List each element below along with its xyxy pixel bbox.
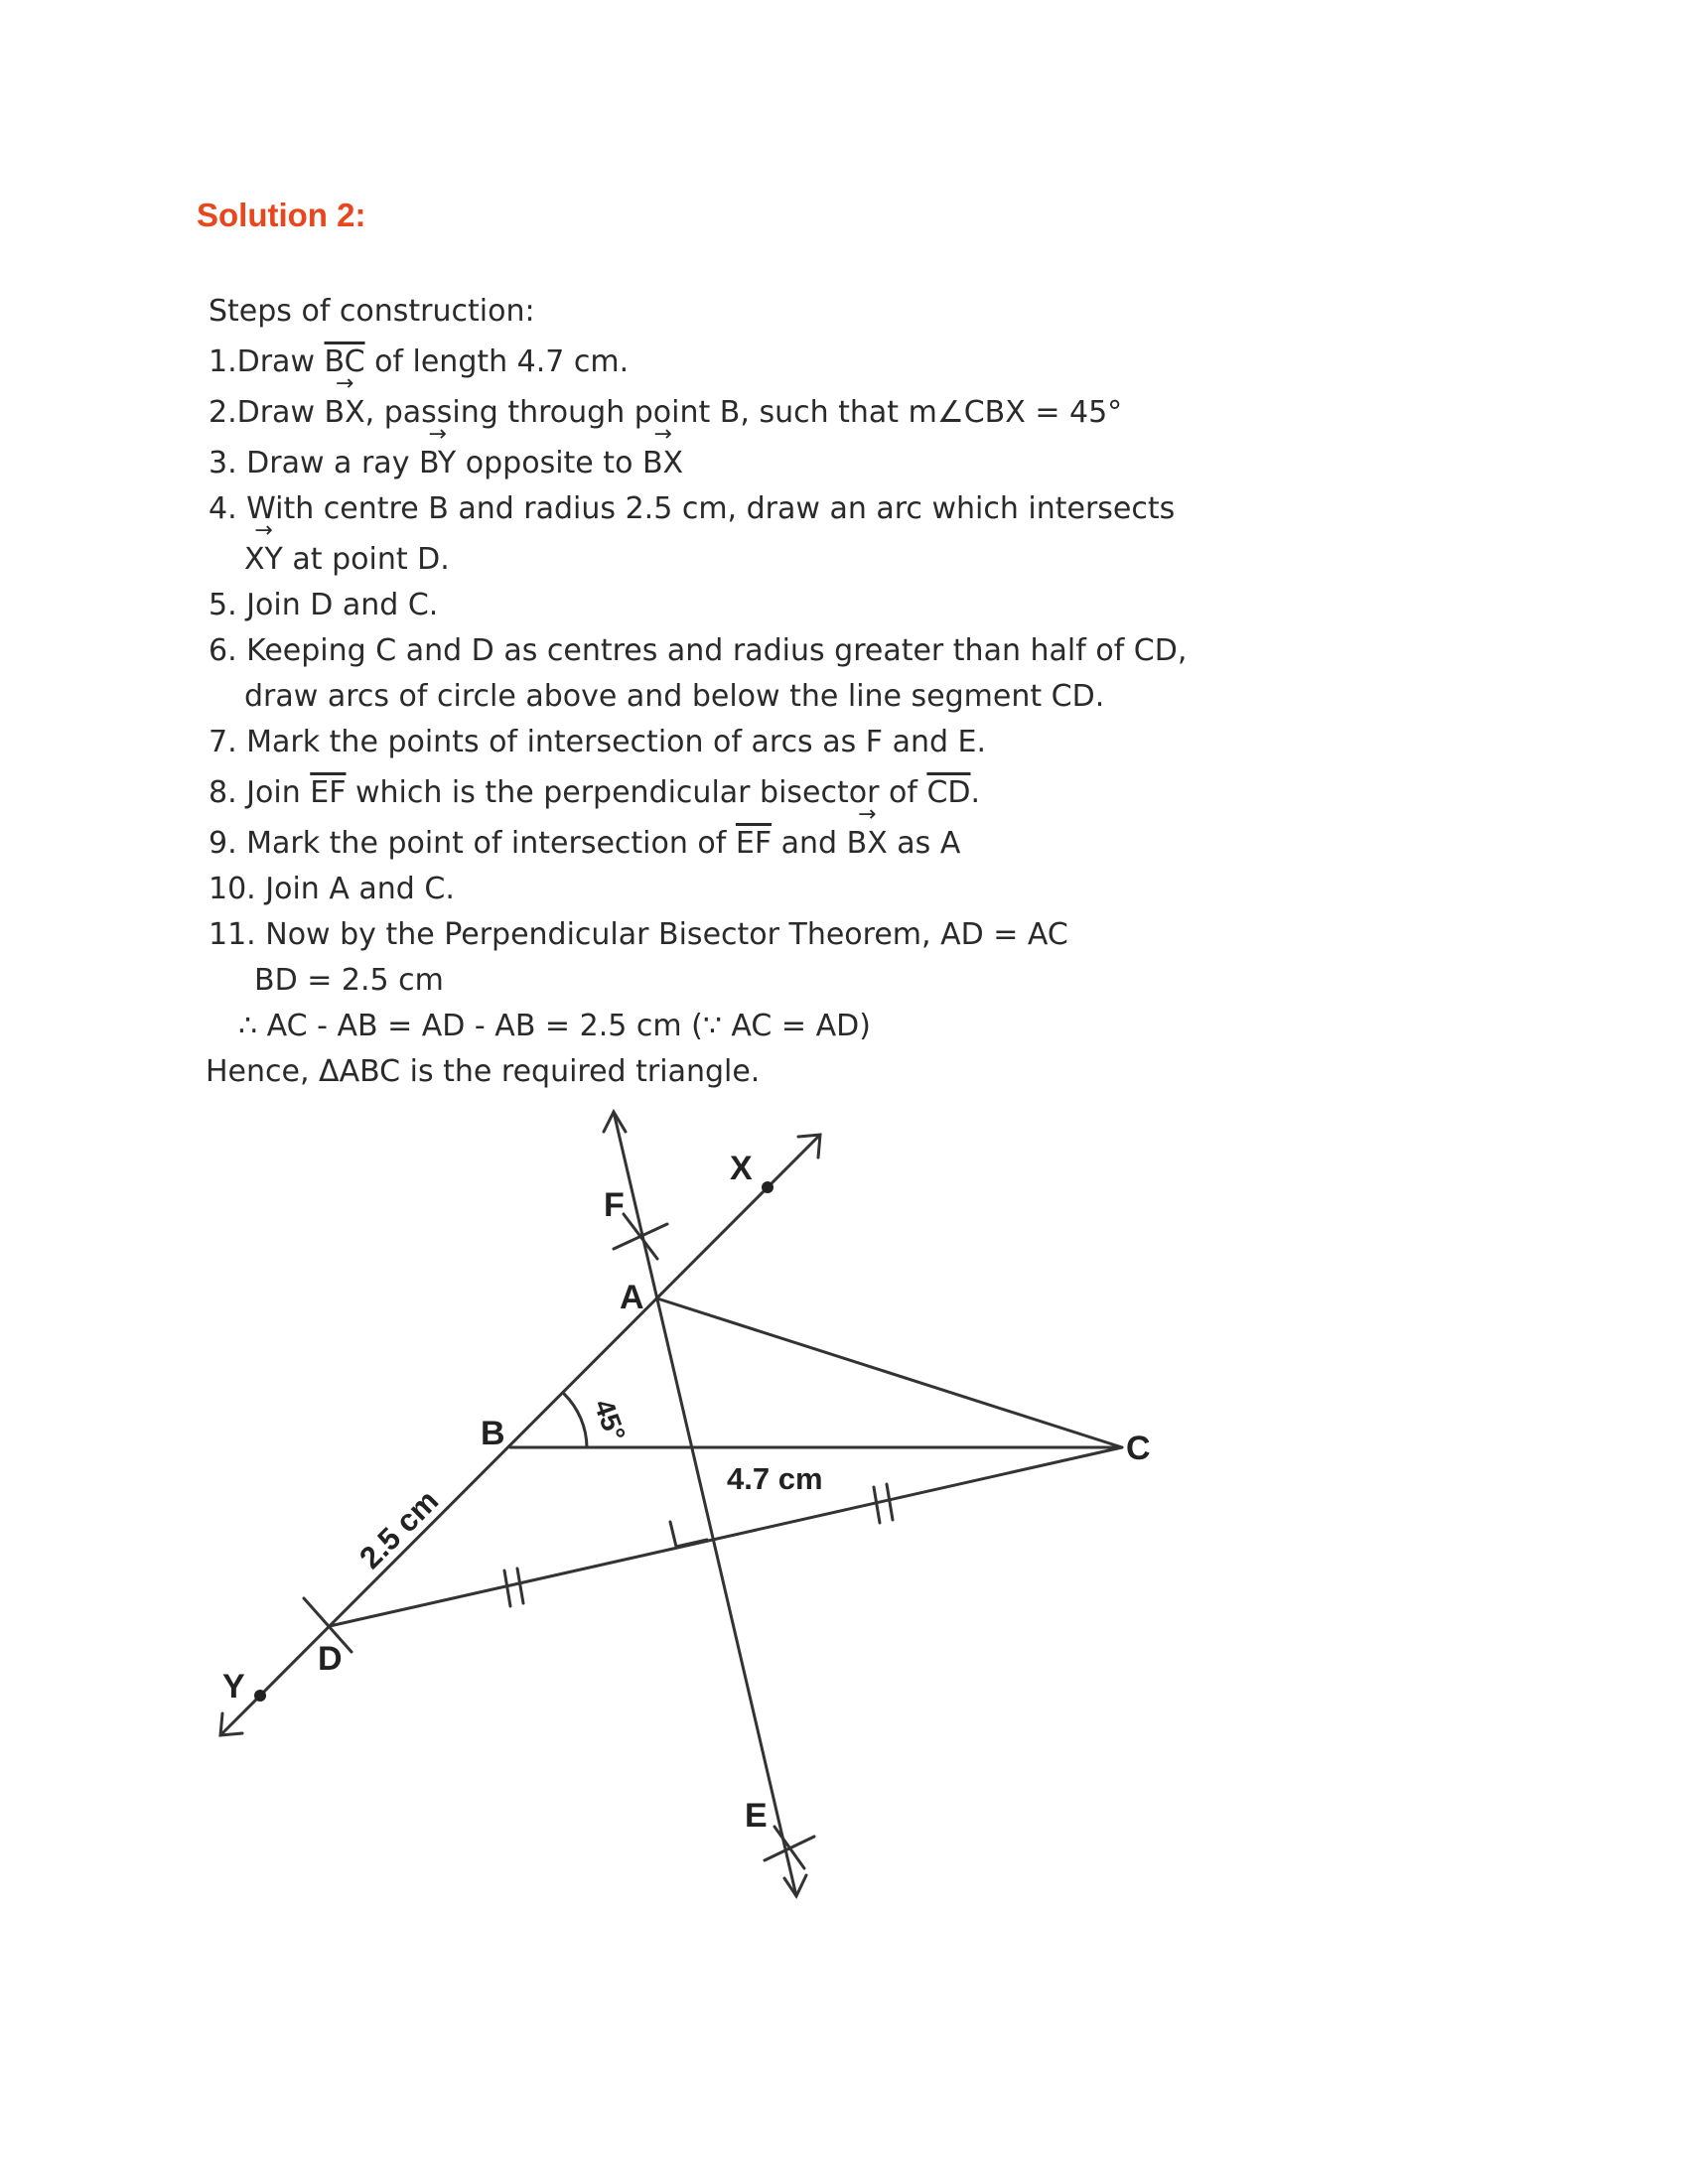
solution-title: Solution 2: bbox=[197, 197, 366, 233]
ray-xy: → XY bbox=[244, 542, 283, 578]
segment-ac-line bbox=[657, 1298, 1122, 1447]
angle-arc bbox=[564, 1394, 587, 1447]
label-a: A bbox=[620, 1279, 644, 1316]
step-5: 5. Join D and C. bbox=[209, 588, 439, 622]
step-1-text: 1.Draw bbox=[209, 344, 325, 379]
label-y: Y bbox=[222, 1668, 245, 1706]
step-11-line-3: ∴ AC - AB = AD - AB = 2.5 cm (∵ AC = AD) bbox=[238, 1009, 871, 1043]
steps-heading: Steps of construction: bbox=[209, 294, 535, 329]
segment-cd: $\overline{CD}$ bbox=[926, 775, 971, 810]
line-ef bbox=[614, 1112, 796, 1896]
angle-label: 45° bbox=[588, 1395, 632, 1445]
label-b: B bbox=[481, 1415, 505, 1452]
label-c: C bbox=[1126, 1430, 1151, 1467]
step-4-line-1: 4. With centre B and radius 2.5 cm, draw an arc which intersects bbox=[209, 491, 1176, 526]
ray-bx: → BX bbox=[847, 826, 888, 862]
segment-bc: $\overline{BC}$ bbox=[324, 344, 365, 379]
ray-by: → BY bbox=[419, 446, 456, 481]
step-9-text: 9. Mark the point of intersection of bbox=[209, 826, 736, 861]
label-e: E bbox=[745, 1797, 768, 1835]
step-2-text-end: , passing through point B, such that m∠CBX = 45° bbox=[364, 395, 1123, 430]
step-6-line-2: draw arcs of circle above and below the line segment CD. bbox=[244, 679, 1105, 714]
step-8-text-end: . bbox=[970, 775, 981, 810]
segment-ef: $\overline{EF}$ bbox=[735, 826, 773, 861]
ray-bx: → BX bbox=[325, 395, 365, 431]
step-11-line-2: BD = 2.5 cm bbox=[254, 963, 444, 998]
conclusion: Hence, ΔABC is the required triangle. bbox=[206, 1054, 761, 1089]
step-3-text-mid: opposite to bbox=[456, 446, 642, 480]
tick-dc-4 bbox=[887, 1484, 893, 1520]
step-8-text: 8. Join bbox=[209, 775, 311, 810]
step-11-line-1: 11. Now by the Perpendicular Bisector Theorem, AD = AC bbox=[209, 917, 1068, 952]
label-f: F bbox=[604, 1186, 625, 1224]
point-y bbox=[254, 1690, 266, 1702]
line-xy bbox=[220, 1135, 820, 1735]
bc-length-label: 4.7 cm bbox=[727, 1461, 823, 1496]
tick-dc-1 bbox=[504, 1570, 510, 1606]
step-7: 7. Mark the points of intersection of arcs as F and E. bbox=[209, 725, 987, 759]
step-1-text-end: of length 4.7 cm. bbox=[364, 344, 630, 379]
label-d: D bbox=[318, 1640, 343, 1678]
step-3-text: 3. Draw a ray bbox=[209, 446, 419, 480]
tick-dc-3 bbox=[874, 1487, 880, 1523]
step-10: 10. Join A and C. bbox=[209, 872, 455, 906]
label-x: X bbox=[730, 1150, 753, 1187]
step-9-text-end: as A bbox=[887, 826, 961, 861]
ray-bx: → BX bbox=[642, 446, 683, 481]
bd-length-label: 2.5 cm bbox=[352, 1482, 446, 1575]
tick-dc-2 bbox=[517, 1569, 523, 1603]
step-2-text: 2.Draw bbox=[209, 395, 325, 430]
point-x bbox=[762, 1181, 774, 1193]
segment-ef: $\overline{EF}$ bbox=[310, 775, 347, 810]
step-9-text-mid: and bbox=[772, 826, 847, 861]
step-8-text-mid: which is the perpendicular bisector of bbox=[346, 775, 927, 810]
step-4-text-end: at point D. bbox=[282, 542, 450, 577]
step-6-line-1: 6. Keeping C and D as centres and radius greater than half of CD, bbox=[209, 633, 1188, 668]
